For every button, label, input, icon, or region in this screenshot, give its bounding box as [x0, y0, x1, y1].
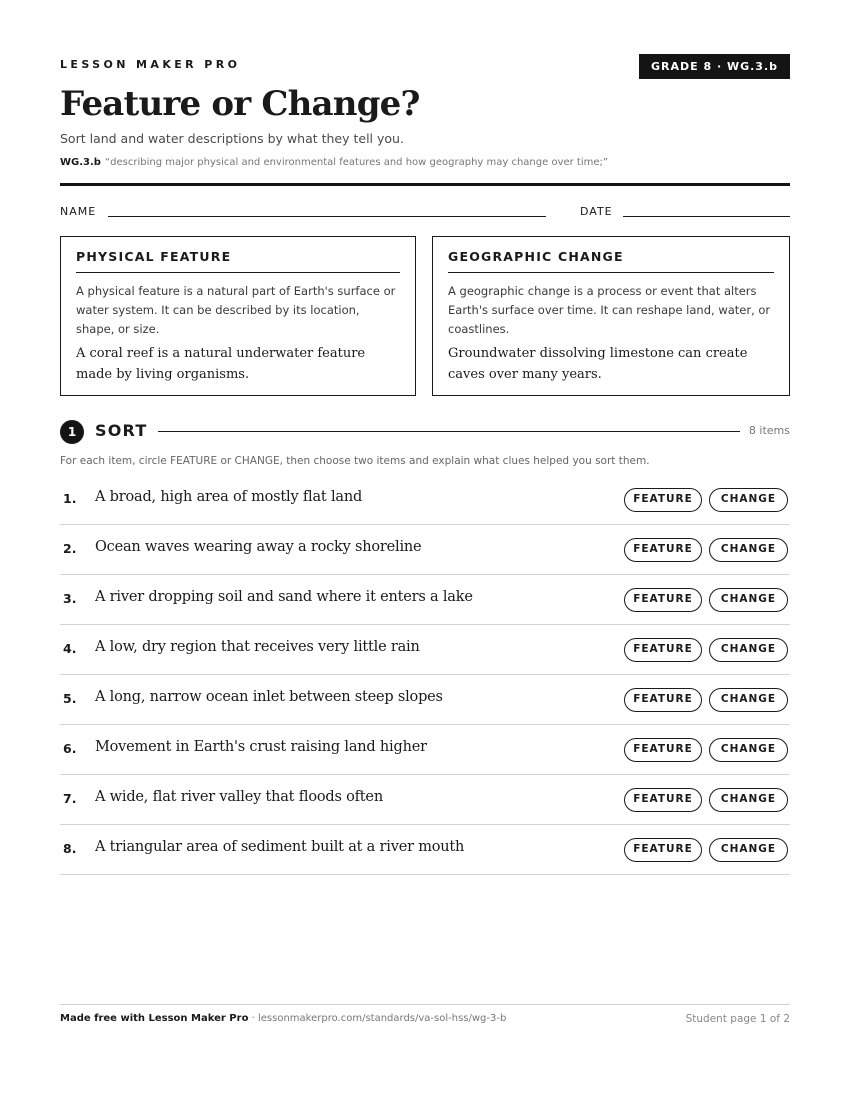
item-count: 8 items — [748, 424, 790, 437]
feature-choice[interactable]: FEATURE — [624, 588, 702, 612]
change-choice[interactable]: CHANGE — [709, 488, 788, 512]
item-number: 3. — [63, 591, 77, 606]
standard-reference — [60, 157, 608, 168]
choice-group — [624, 838, 788, 862]
choice-group — [624, 488, 788, 512]
grade-badge: GRADE 8 · WG.3.b — [639, 54, 790, 79]
item-number: 1. — [63, 491, 77, 506]
footer-made-by: Made free with Lesson Maker Pro — [60, 1013, 249, 1024]
feature-choice[interactable]: FEATURE — [624, 838, 702, 862]
choice-group — [624, 588, 788, 612]
change-choice[interactable]: CHANGE — [709, 538, 788, 562]
definition-example: A coral reef is a natural underwater feature made by living organisms. — [76, 346, 366, 382]
feature-choice[interactable]: FEATURE — [624, 788, 702, 812]
standard-text: “describing major physical and environmental features and how geography may change over time;” — [104, 157, 609, 168]
choice-group — [624, 688, 788, 712]
worksheet-page — [60, 0, 790, 1100]
footer-separator: · — [248, 1013, 258, 1024]
student-info-row — [60, 205, 790, 219]
name-field[interactable] — [108, 216, 546, 217]
change-choice[interactable]: CHANGE — [709, 738, 788, 762]
item-text: Ocean waves wearing away a rocky shoreline — [95, 539, 422, 555]
footer-page-number: Student page 1 of 2 — [685, 1013, 790, 1025]
feature-choice[interactable]: FEATURE — [624, 538, 702, 562]
section-number-badge: 1 — [60, 420, 84, 444]
standard-code: WG.3.b — [60, 157, 101, 168]
feature-choice[interactable]: FEATURE — [624, 638, 702, 662]
item-text: A wide, flat river valley that floods often — [95, 789, 383, 805]
date-label: DATE — [580, 205, 613, 218]
item-text: A river dropping soil and sand where it enters a lake — [95, 589, 473, 605]
footer-credit — [60, 1013, 506, 1024]
definition-title: GEOGRAPHIC CHANGE — [448, 249, 774, 273]
section-divider — [158, 431, 740, 432]
page-footer — [60, 1004, 790, 1025]
definition-example: Groundwater dissolving limestone can create caves over many years. — [448, 346, 748, 382]
item-number: 8. — [63, 841, 77, 856]
change-choice[interactable]: CHANGE — [709, 788, 788, 812]
definition-card-geographic-change — [432, 236, 790, 396]
change-choice[interactable]: CHANGE — [709, 688, 788, 712]
brand-name: LESSON MAKER PRO — [60, 58, 241, 71]
choice-group — [624, 538, 788, 562]
sort-item — [60, 575, 790, 625]
item-text: A low, dry region that receives very little rain — [95, 639, 420, 655]
top-bar — [60, 54, 790, 80]
definition-card-physical-feature — [60, 236, 416, 396]
sort-item — [60, 825, 790, 875]
section-header-sort — [60, 419, 790, 443]
change-choice[interactable]: CHANGE — [709, 838, 788, 862]
page-subtitle: Sort land and water descriptions by what they tell you. — [60, 131, 404, 146]
sort-item — [60, 475, 790, 525]
section-title: SORT — [95, 421, 148, 440]
item-number: 6. — [63, 741, 77, 756]
sort-item — [60, 675, 790, 725]
feature-choice[interactable]: FEATURE — [624, 688, 702, 712]
definition-title: PHYSICAL FEATURE — [76, 249, 400, 273]
feature-choice[interactable]: FEATURE — [624, 738, 702, 762]
footer-url[interactable]: lessonmakerpro.com/standards/va-sol-hss/wg-3-b — [257, 1013, 507, 1024]
choice-group — [624, 738, 788, 762]
sort-item — [60, 775, 790, 825]
item-text: A broad, high area of mostly flat land — [95, 489, 363, 505]
date-field[interactable] — [623, 216, 790, 217]
item-text: Movement in Earth's crust raising land higher — [95, 739, 427, 755]
item-number: 7. — [63, 791, 77, 806]
choice-group — [624, 788, 788, 812]
sort-item — [60, 525, 790, 575]
name-label: NAME — [60, 205, 97, 218]
definition-description: A physical feature is a natural part of Earth's surface or water system. It can be described by its location, shape, or size. — [76, 284, 396, 336]
change-choice[interactable]: CHANGE — [709, 638, 788, 662]
section-instructions: For each item, circle FEATURE or CHANGE, then choose two items and explain what clues helped you sort them. — [60, 455, 650, 467]
change-choice[interactable]: CHANGE — [709, 588, 788, 612]
item-number: 2. — [63, 541, 77, 556]
sort-item — [60, 625, 790, 675]
choice-group — [624, 638, 788, 662]
item-number: 5. — [63, 691, 77, 706]
item-text: A triangular area of sediment built at a river mouth — [95, 839, 465, 855]
sort-item — [60, 725, 790, 775]
item-number: 4. — [63, 641, 77, 656]
header-divider — [60, 183, 790, 186]
definition-description: A geographic change is a process or event that alters Earth's surface over time. It can reshape land, water, or coastlines. — [448, 284, 771, 336]
sort-item-list — [60, 475, 790, 875]
item-text: A long, narrow ocean inlet between steep slopes — [95, 689, 443, 705]
page-title: Feature or Change? — [60, 84, 420, 124]
feature-choice[interactable]: FEATURE — [624, 488, 702, 512]
